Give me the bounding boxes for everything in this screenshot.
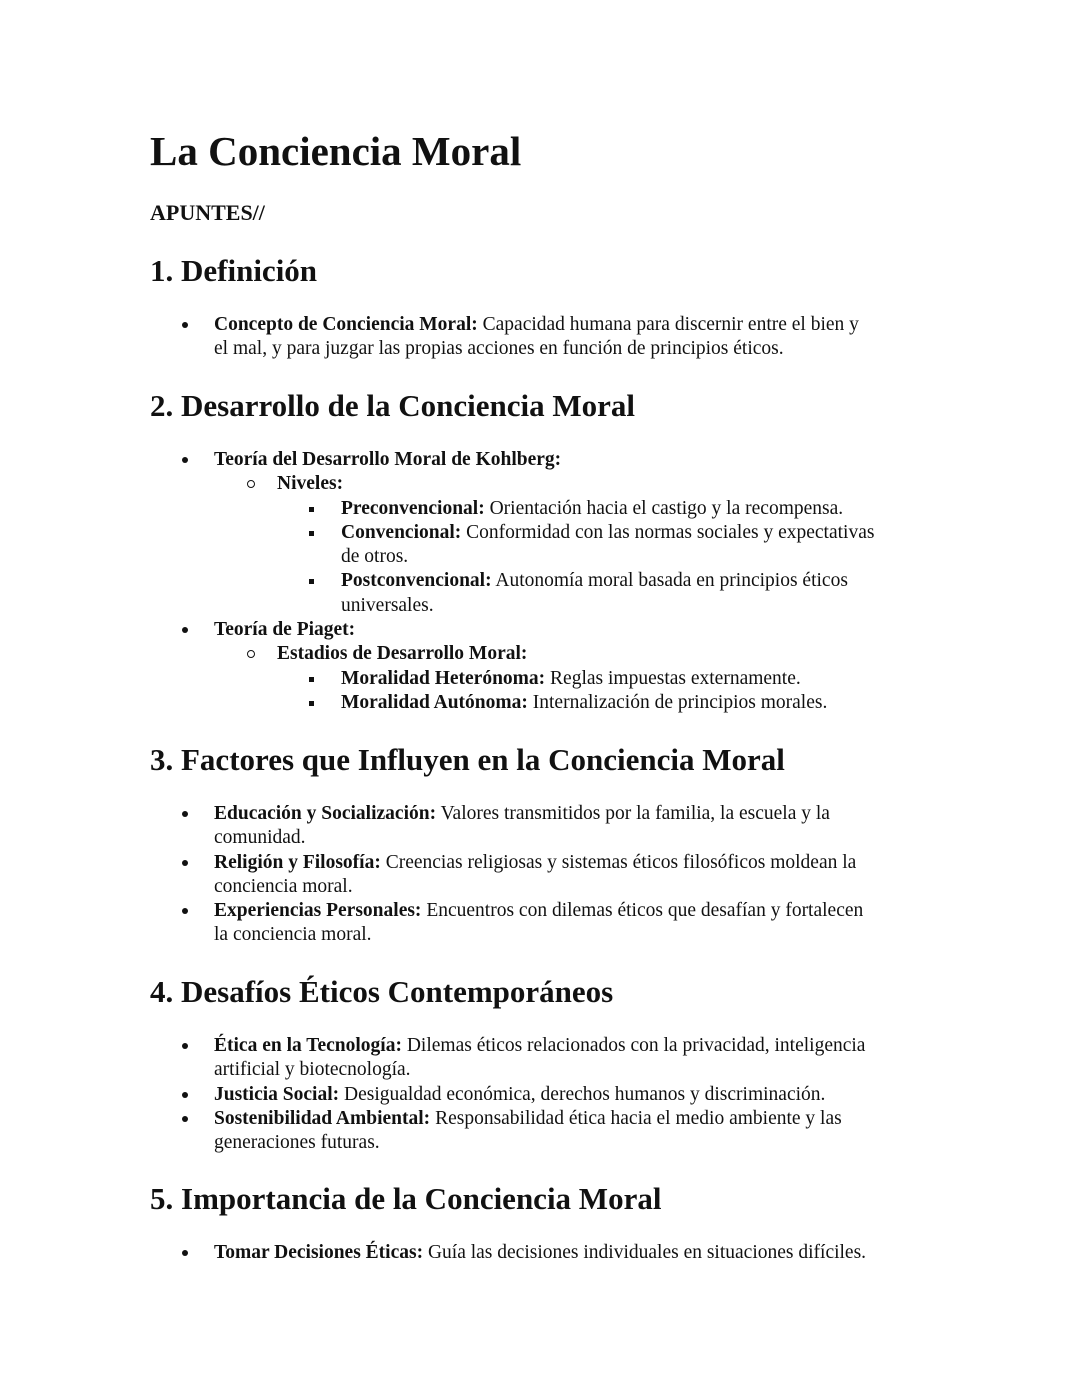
bullet-square-icon [309, 507, 314, 512]
list-item-continuation: comunidad. [214, 827, 306, 849]
list-item: Teoría de Piaget: [150, 618, 940, 642]
document-subtitle: APUNTES// [150, 200, 265, 225]
list-item: Concepto de Conciencia Moral: Capacidad humana para discernir entre el bien y [150, 313, 940, 337]
list-item-continuation: de otros. [341, 546, 409, 568]
list-item: Religión y Filosofía: Creencias religiosas y sistemas éticos filosóficos moldean la [150, 851, 940, 875]
section-heading-desarrollo: 2. Desarrollo de la Conciencia Moral [150, 388, 636, 423]
bullet-disc-icon [182, 1043, 188, 1049]
list-item-continuation: el mal, y para juzgar las propias acciones en función de principios éticos. [214, 338, 784, 360]
sub-list-item: Niveles: [150, 472, 940, 496]
bullet-disc-icon [182, 860, 188, 866]
list-item: Experiencias Personales: Encuentros con dilemas éticos que desafían y fortalecen [150, 899, 940, 923]
section-body-desafios [150, 1034, 940, 1155]
list-item-continuation: conciencia moral. [214, 875, 353, 897]
section-heading-factores: 3. Factores que Influyen en la Conciencia Moral [150, 742, 785, 777]
list-item: Ética en la Tecnología: Dilemas éticos relacionados con la privacidad, inteligencia [150, 1034, 940, 1058]
bullet-disc-icon [182, 457, 188, 463]
bullet-disc-icon [182, 627, 188, 633]
bullet-square-icon [309, 531, 314, 536]
list-item-continuation: la conciencia moral. [214, 924, 372, 946]
sub-sub-list-item: Convencional: Conformidad con las normas sociales y expectativas [150, 521, 940, 545]
section-heading-desafios: 4. Desafíos Éticos Contemporáneos [150, 974, 614, 1009]
list-item: Justicia Social: Desigualdad económica, derechos humanos y discriminación. [150, 1083, 940, 1107]
bullet-disc-icon [182, 908, 188, 914]
section-body-definicion [150, 313, 940, 362]
bullet-circle-icon [247, 650, 255, 658]
sub-list-item: Estadios de Desarrollo Moral: [150, 642, 940, 666]
section-body-desarrollo [150, 448, 940, 715]
bullet-disc-icon [182, 1092, 188, 1098]
document-title: La Conciencia Moral [150, 128, 522, 174]
list-item: Teoría del Desarrollo Moral de Kohlberg: [150, 448, 940, 472]
list-item: Educación y Socialización: Valores transmitidos por la familia, la escuela y la [150, 802, 940, 826]
bullet-square-icon [309, 579, 314, 584]
section-heading-importancia: 5. Importancia de la Conciencia Moral [150, 1181, 662, 1216]
bullet-disc-icon [182, 811, 188, 817]
list-item-continuation: generaciones futuras. [214, 1132, 380, 1154]
section-body-factores [150, 802, 940, 948]
bullet-square-icon [309, 677, 314, 682]
list-item-continuation: universales. [341, 594, 434, 616]
section-body-importancia [150, 1241, 940, 1265]
list-item: Tomar Decisiones Éticas: Guía las decisiones individuales en situaciones difíciles. [150, 1241, 940, 1265]
sub-sub-list-item: Moralidad Heterónoma: Reglas impuestas externamente. [150, 667, 940, 691]
list-item: Sostenibilidad Ambiental: Responsabilidad ética hacia el medio ambiente y las [150, 1107, 940, 1131]
bullet-circle-icon [247, 480, 255, 488]
sub-sub-list-item: Moralidad Autónoma: Internalización de principios morales. [150, 691, 940, 715]
bullet-disc-icon [182, 322, 188, 328]
sub-sub-list-item: Preconvencional: Orientación hacia el castigo y la recompensa. [150, 497, 940, 521]
bullet-square-icon [309, 701, 314, 706]
section-heading-definicion: 1. Definición [150, 253, 318, 288]
bullet-disc-icon [182, 1250, 188, 1256]
sub-sub-list-item: Postconvencional: Autonomía moral basada en principios éticos [150, 569, 940, 593]
list-item-continuation: artificial y biotecnología. [214, 1059, 411, 1081]
bullet-disc-icon [182, 1116, 188, 1122]
